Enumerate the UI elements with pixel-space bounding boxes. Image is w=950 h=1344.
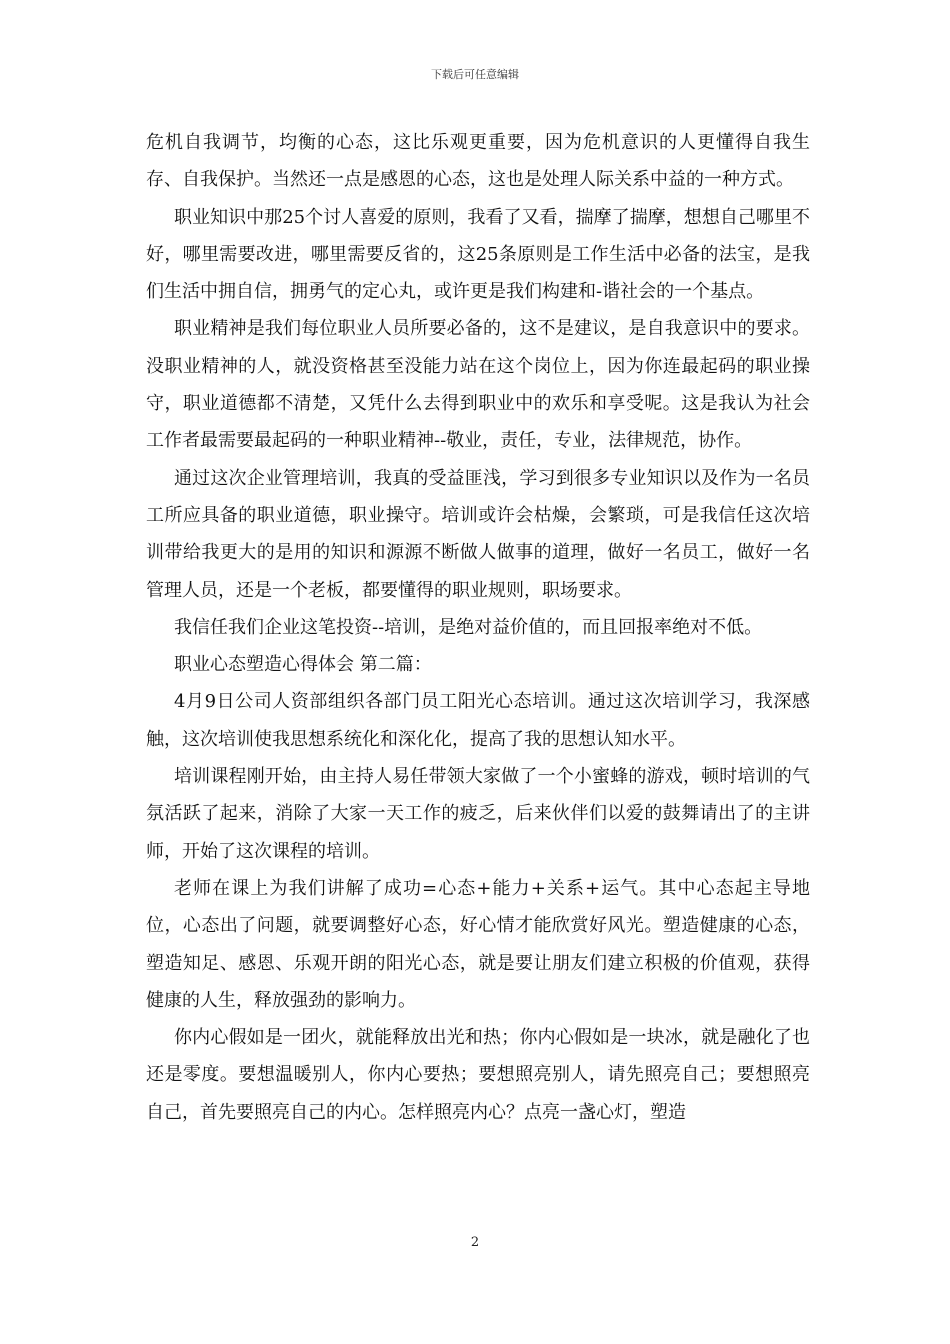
paragraph: 4月9日公司人资部组织各部门员工阳光心态培训。通过这次培训学习，我深感触，这次培训使我思想系统化和深化化，提高了我的思想认知水平。 [146, 691, 810, 750]
paragraph: 我信任我们企业这笔投资--培训，是绝对益价值的，而且回报率绝对不低。 [174, 616, 763, 638]
paragraph: 培训课程刚开始，由主持人易任带领大家做了一个小蜜蜂的游戏，顿时培训的气氛活跃了起来，消除了大家一天工作的疲乏，后来伙伴们以爱的鼓舞请出了的主讲师，开始了这次课程的培训。 [146, 766, 810, 862]
page-number: 2 [470, 1235, 480, 1250]
page-header: 下载后可任意编辑 [431, 68, 519, 81]
section-heading: 职业心态塑造心得体会 第二篇： [174, 654, 432, 676]
paragraph: 危机自我调节，均衡的心态，这比乐观更重要，因为危机意识的人更懂得自我生存、自我保护。当然还一点是感恩的心态，这也是处理人际关系中益的一种方式。 [146, 132, 810, 191]
paragraph: 职业知识中那25个讨人喜爱的原则，我看了又看，揣摩了揣摩，想想自己哪里不好，哪里需要改进，哪里需要反省的，这25条原则是工作生活中必备的法宝，是我们生活中拥自信，拥勇气的定心丸，或许更是我们构建和-谐社会的一个基点。 [146, 206, 810, 303]
paragraph: 你内心假如是一团火，就能释放出光和热；你内心假如是一块冰，就是融化了也还是零度。要想温暖别人，你内心要热；要想照亮别人，请先照亮自己；要想照亮自己，首先要照亮自己的内心。怎样照亮内心？点亮一盏心灯，塑造 [146, 1027, 810, 1123]
paragraph: 通过这次企业管理培训，我真的受益匪浅，学习到很多专业知识以及作为一名员工所应具备的职业道德，职业操守。培训或许会枯燥，会繁琐，可是我信任这次培训带给我更大的是用的知识和源源不断做人做事的道理，做好一名员工，做好一名管理人员，还是一个老板，都要懂得的职业规则，职场要求。 [146, 467, 810, 601]
document-body [146, 124, 810, 1131]
paragraph: 职业精神是我们每位职业人员所要必备的，这不是建议，是自我意识中的要求。没职业精神的人，就没资格甚至没能力站在这个岗位上，因为你连最起码的职业操守，职业道德都不清楚，又凭什么去得到职业中的欢乐和享受呢。这是我认为社会工作者最需要最起码的一种职业精神--敬业，责任，专业，法律规范，协作。 [146, 318, 810, 452]
paragraph: 老师在课上为我们讲解了成功=心态+能力+关系+运气。其中心态起主导地位，心态出了问题，就要调整好心态，好心情才能欣赏好风光。塑造健康的心态，塑造知足、感恩、乐观开朗的阳光心态，就是要让朋友们建立积极的价值观，获得健康的人生，释放强劲的影响力。 [146, 877, 810, 1011]
